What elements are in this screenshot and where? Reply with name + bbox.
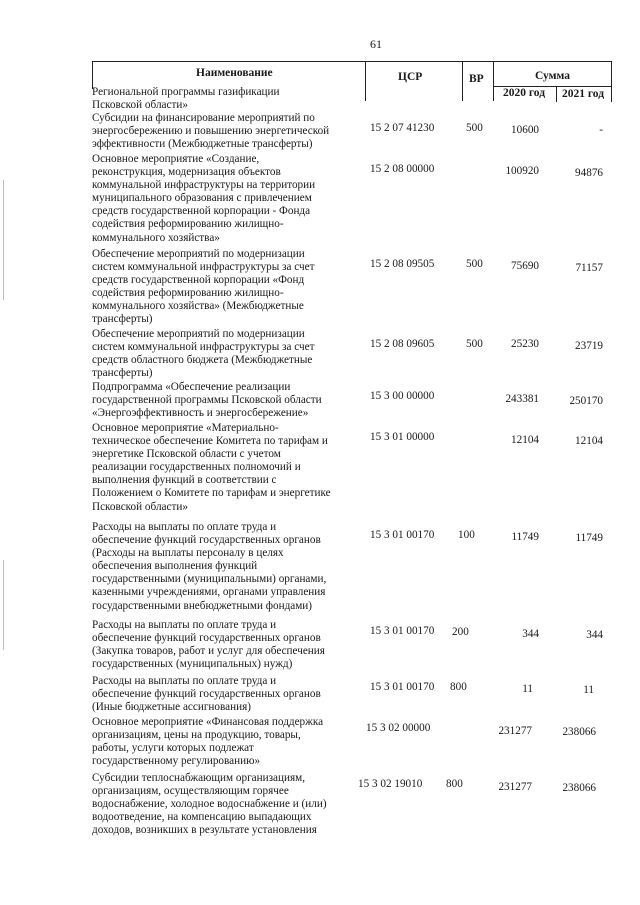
row-vr: 800 (450, 681, 467, 693)
row-sum-2020: 344 (522, 628, 539, 640)
row-vr: 200 (452, 626, 469, 638)
row-code: 15 3 01 00170 (370, 681, 435, 693)
row-name: Субсидии на финансирование мероприятий по энергосбережению и повышению энергетической эффективности (Межбюджетные трансферты) (92, 112, 330, 151)
scan-edge-mark (3, 180, 4, 300)
header-name: Наименование (196, 67, 273, 79)
row-name: Расходы на выплаты по оплате труда и обеспечение функций государственных органов (Расходы на выплаты персоналу в целях обеспечения выполнения функций государственными (муниципальными) органами, казенными учреждениями, органами управления государственными внебюджетными фондами) (92, 521, 327, 612)
row-vr: 500 (466, 122, 483, 134)
row-name: Региональной программы газификации Псковской области» (92, 86, 280, 112)
row-sum-2020: 100920 (505, 165, 539, 177)
row-vr: 800 (446, 778, 463, 790)
row-sum-2021: 11749 (575, 532, 603, 544)
row-name: Обеспечение мероприятий по модернизации систем коммунальной инфраструктуры за счет средств областного бюджета (Межбюджетные трансферты) (92, 328, 315, 380)
row-name: Обеспечение мероприятий по модернизации систем коммунальной инфраструктуры за счет средств государственной корпорации «Фонд содействия реформированию жилищно- коммунального хозяйства» (Межбюджетные трансферты) (92, 248, 315, 326)
header-divider-csr (365, 61, 366, 101)
header-left-rule (92, 61, 93, 89)
row-sum-2020: 25230 (511, 338, 539, 350)
row-sum-2021: - (599, 124, 603, 136)
row-vr: 100 (458, 529, 475, 541)
row-sum-2020: 231277 (498, 781, 532, 793)
row-sum-2020: 10600 (511, 124, 539, 136)
row-name: Основное мероприятие «Создание, реконструкция, модернизация объектов коммунальной инфраструктуры на территории муниципального образования с привлечением средств государственной корпорации - Фонда содействия реформированию жилищно- коммунального хозяйства» (92, 153, 316, 244)
row-sum-2021: 344 (586, 629, 603, 641)
row-vr: 500 (466, 338, 483, 350)
row-code: 15 3 02 19010 (358, 778, 423, 790)
row-code: 15 3 01 00170 (370, 625, 435, 637)
header-year-2021: 2021 год (562, 88, 605, 100)
header-divider-vr (462, 61, 463, 101)
header-divider-years (556, 86, 557, 102)
row-name: Основное мероприятие «Материально- техническое обеспечение Комитета по тарифам и энергетике Псковской области с учетом реализации государственных полномочий и выполнения функций в соответствии с Положением о Комитете по тарифам и энергетике Псковской области» (92, 422, 331, 513)
page-number: 61 (370, 37, 382, 51)
row-sum-2021: 11 (583, 684, 594, 696)
row-sum-2021: 238066 (562, 782, 596, 794)
header-vr: ВР (469, 73, 484, 85)
row-code: 15 3 02 00000 (366, 722, 431, 734)
row-name: Подпрограмма «Обеспечение реализации государственной программы Псковской области «Энергоэффективность и энергосбережение» (92, 381, 322, 420)
row-sum-2021: 23719 (575, 340, 603, 352)
row-code: 15 2 07 41230 (370, 122, 435, 134)
header-sum: Сумма (535, 70, 570, 82)
row-name: Субсидии теплоснабжающим организациям, организациям, осуществляющим горячее водоснабжение, холодное водоснабжение и (или) водоотведение, на компенсацию выпадающих доходов, возникших в результате установления (92, 772, 327, 837)
row-sum-2020: 11 (522, 683, 533, 695)
header-csr: ЦСР (398, 71, 423, 83)
row-sum-2020: 231277 (498, 725, 532, 737)
row-code: 15 3 01 00000 (370, 431, 435, 443)
row-sum-2021: 12104 (575, 435, 603, 447)
header-year-2020: 2020 год (503, 87, 546, 99)
row-code: 15 2 08 09605 (370, 338, 435, 350)
row-code: 15 2 08 00000 (370, 163, 435, 175)
row-sum-2021: 238066 (562, 726, 596, 738)
row-sum-2021: 250170 (569, 395, 603, 407)
row-sum-2021: 71157 (575, 262, 603, 274)
row-code: 15 2 08 09505 (370, 258, 435, 270)
scan-edge-mark (3, 560, 4, 650)
row-name: Расходы на выплаты по оплате труда и обеспечение функций государственных органов (Иные бюджетные ассигнования) (92, 675, 321, 714)
row-sum-2020: 243381 (505, 393, 539, 405)
row-name: Расходы на выплаты по оплате труда и обеспечение функций государственных органов (Закупка товаров, работ и услуг для обеспечения государственных (муниципальных) нужд) (92, 619, 325, 671)
row-sum-2020: 75690 (511, 260, 539, 272)
header-right-rule (611, 61, 612, 102)
row-sum-2020: 11749 (511, 531, 539, 543)
row-sum-2020: 12104 (511, 434, 539, 446)
row-name: Основное мероприятие «Финансовая поддержка организациям, цены на продукцию, товары, работы, услуги которых подлежат государственному регулированию» (92, 716, 324, 768)
row-code: 15 3 00 00000 (370, 390, 435, 402)
row-code: 15 3 01 00170 (370, 529, 435, 541)
row-sum-2021: 94876 (575, 167, 603, 179)
header-divider-sum (493, 61, 494, 101)
row-vr: 500 (466, 258, 483, 270)
header-top-rule (92, 61, 612, 62)
